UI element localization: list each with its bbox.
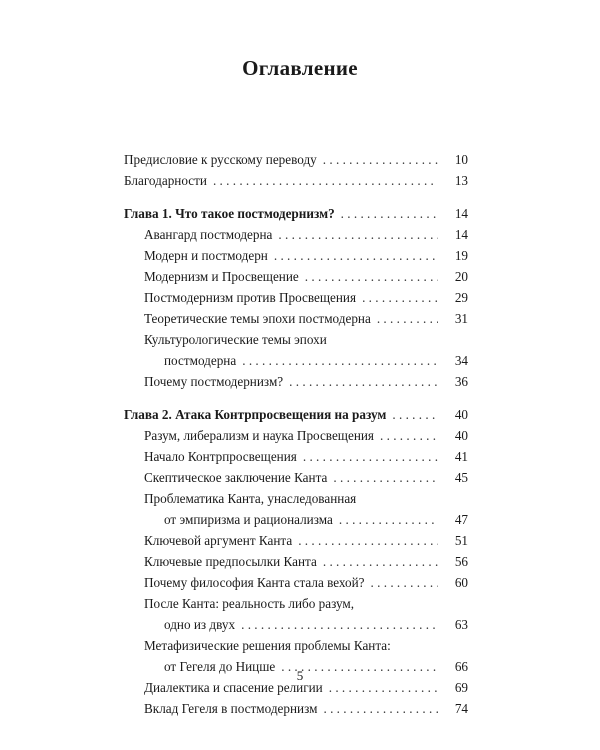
dot-leader (333, 467, 438, 488)
toc-entry-title: Авангард постмодерна (144, 227, 273, 242)
toc-entry-title: Благодарности (124, 173, 207, 188)
dot-leader (278, 224, 438, 245)
toc-entry (124, 329, 468, 350)
toc-page-number: 29 (454, 290, 468, 305)
toc-page-number: 20 (454, 269, 468, 284)
table-of-contents (124, 149, 468, 719)
dot-leader (305, 266, 438, 287)
toc-entry-title: Скептическое заключение Канта (144, 470, 328, 485)
toc-entry (124, 614, 468, 635)
dot-leader (242, 350, 438, 371)
dot-leader (323, 551, 438, 572)
toc-entry-title: Метафизические решения проблемы Канта: (144, 638, 391, 653)
toc-entry (124, 551, 468, 572)
toc-entry-title: Ключевой аргумент Канта (144, 533, 293, 548)
toc-entry-title: Диалектика и спасение религии (144, 680, 323, 695)
toc-entry (124, 572, 468, 593)
toc-entry-title: постмодерна (164, 353, 237, 368)
section-gap (124, 191, 468, 203)
toc-page-number: 40 (454, 428, 468, 443)
toc-page-number: 51 (454, 533, 468, 548)
toc-page-number: 66 (454, 659, 468, 674)
toc-entry (124, 698, 468, 719)
toc-entry-title: Почему постмодернизм? (144, 374, 284, 389)
toc-entry (124, 446, 468, 467)
toc-page-number: 13 (454, 173, 468, 188)
toc-page-number: 36 (454, 374, 468, 389)
toc-entry (124, 635, 468, 656)
toc-entry-title: Ключевые предпосылки Канта (144, 554, 317, 569)
page-title: Оглавление (242, 56, 358, 80)
toc-entry (124, 371, 468, 392)
toc-entry-title: Вклад Гегеля в постмодернизм (144, 701, 318, 716)
toc-chapter-entry (124, 203, 468, 224)
toc-page-number: 69 (454, 680, 468, 695)
dot-leader (274, 245, 438, 266)
dot-leader (241, 614, 438, 635)
page-number: 5 (296, 668, 304, 683)
toc-page-number: 40 (454, 407, 468, 422)
toc-entry-title: Разум, либерализм и наука Просвещения (144, 428, 375, 443)
dot-leader (213, 170, 438, 191)
toc-entry (124, 350, 468, 371)
toc-entry (124, 488, 468, 509)
toc-entry (124, 467, 468, 488)
toc-entry (124, 425, 468, 446)
toc-entry-title: Модерн и постмодерн (144, 248, 268, 263)
toc-entry (124, 593, 468, 614)
toc-page-number: 47 (454, 512, 468, 527)
toc-entry-title: от эмпиризма и рационализма (164, 512, 333, 527)
toc-entry (124, 149, 468, 170)
toc-entry (124, 287, 468, 308)
toc-chapter-entry (124, 404, 468, 425)
dot-leader (341, 203, 438, 224)
toc-entry-title: Теоретические темы эпохи постмодерна (144, 311, 371, 326)
toc-page-number: 34 (454, 353, 468, 368)
dot-leader (298, 530, 438, 551)
toc-entry-title: Постмодернизм против Просвещения (144, 290, 357, 305)
toc-page-number: 60 (454, 575, 468, 590)
toc-entry-title: Почему философия Канта стала вехой? (144, 575, 365, 590)
dot-leader (392, 404, 438, 425)
dot-leader (289, 371, 438, 392)
toc-entry-title: Глава 1. Что такое постмодернизм? (124, 206, 335, 221)
toc-page-number: 19 (454, 248, 468, 263)
toc-entry (124, 170, 468, 191)
section-gap (124, 392, 468, 404)
toc-entry-title: Предисловие к русскому переводу (124, 152, 317, 167)
toc-entry (124, 245, 468, 266)
toc-entry-title: Глава 2. Атака Контрпросвещения на разум (124, 407, 387, 422)
toc-entry (124, 530, 468, 551)
toc-entry-title: Модернизм и Просвещение (144, 269, 299, 284)
toc-entry-title: от Гегеля до Ницше (164, 659, 276, 674)
toc-entry-title: Культурологические темы эпохи (144, 332, 327, 347)
toc-entry (124, 266, 468, 287)
toc-page-number: 14 (454, 227, 468, 242)
dot-leader (323, 698, 438, 719)
toc-page-number: 56 (454, 554, 468, 569)
toc-page-number: 45 (454, 470, 468, 485)
toc-page-number: 14 (454, 206, 468, 221)
toc-entry (124, 308, 468, 329)
dot-leader (377, 308, 438, 329)
toc-entry-title: Начало Контрпросвещения (144, 449, 297, 464)
toc-page-number: 41 (454, 449, 468, 464)
toc-entry-title: одно из двух (164, 617, 236, 632)
dot-leader (380, 425, 438, 446)
toc-page-number: 63 (454, 617, 468, 632)
dot-leader (362, 287, 438, 308)
toc-entry-title: Проблематика Канта, унаследованная (144, 491, 357, 506)
toc-page-number: 10 (454, 152, 468, 167)
dot-leader (371, 572, 438, 593)
toc-entry-title: После Канта: реальность либо разум, (144, 596, 355, 611)
toc-page-number: 31 (454, 311, 468, 326)
toc-entry (124, 509, 468, 530)
toc-page-number: 74 (454, 701, 468, 716)
toc-entry (124, 224, 468, 245)
dot-leader (303, 446, 438, 467)
dot-leader (339, 509, 438, 530)
dot-leader (323, 149, 438, 170)
